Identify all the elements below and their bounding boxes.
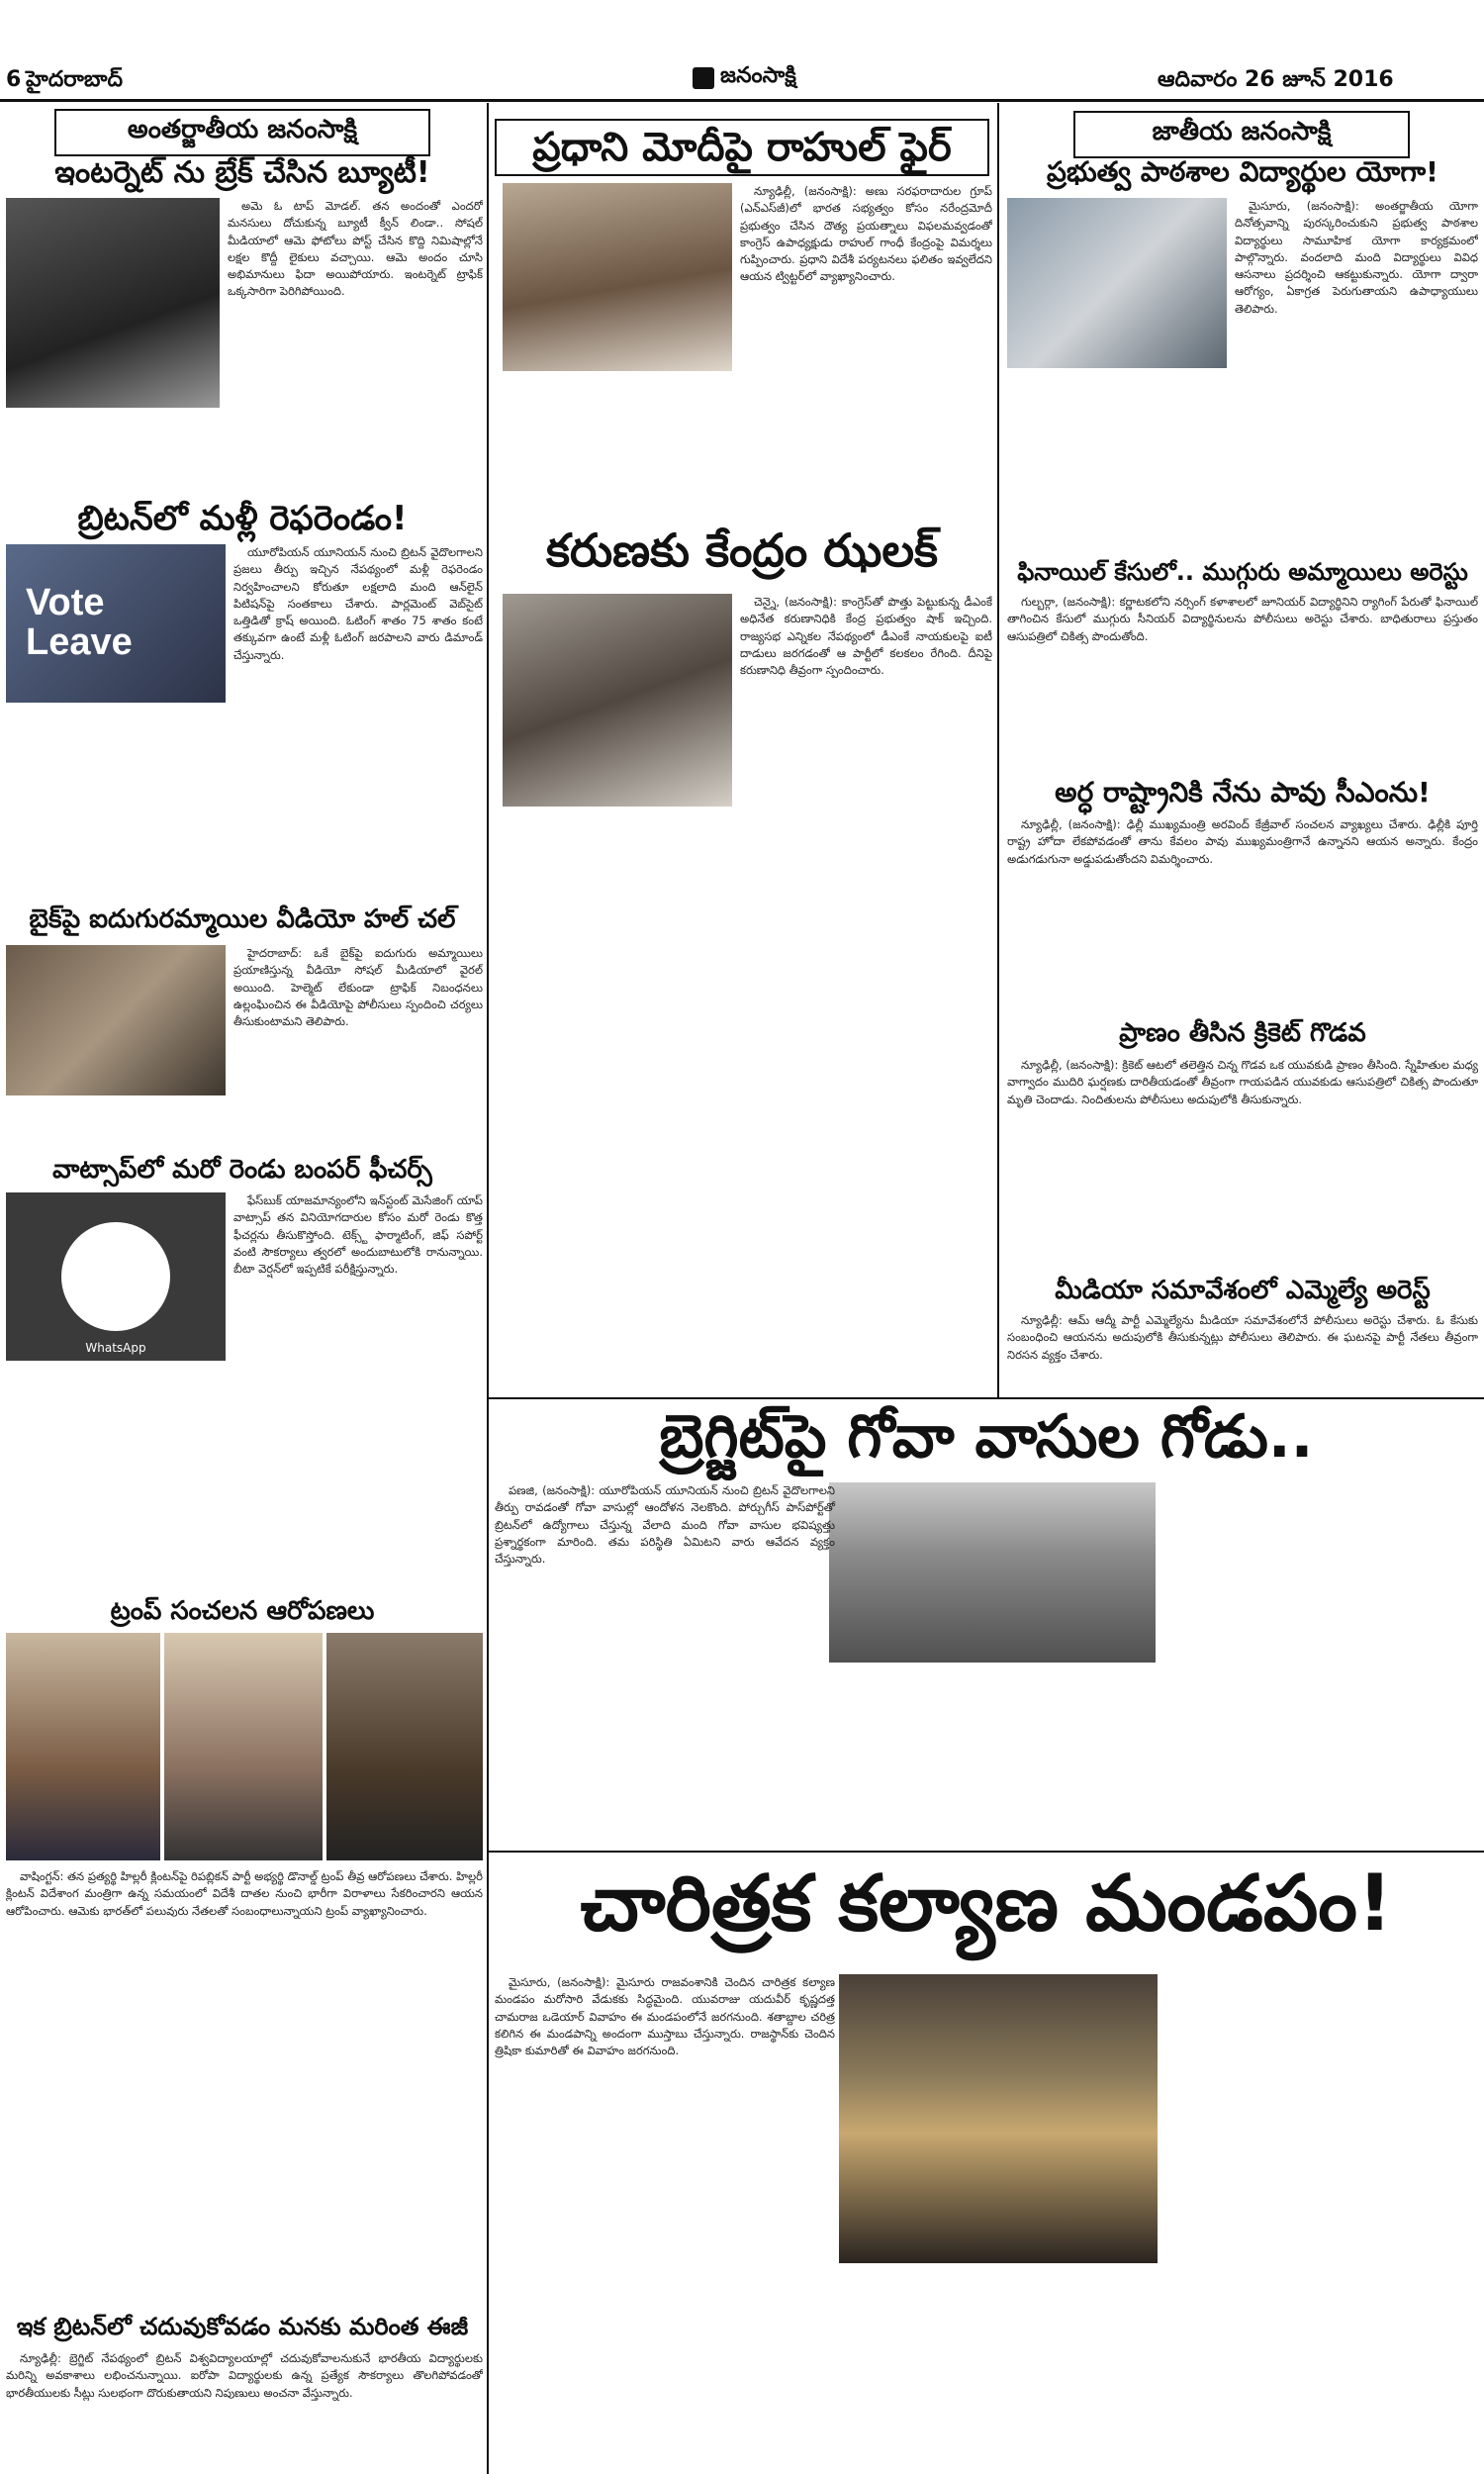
britain-text: యూరోపియన్ యూనియన్ నుంచి బ్రిటన్ వైదొలగాలని ప్రజలు తీర్పు ఇచ్చిన నేపథ్యంలో మళ్లీ రెఫరెండం నిర్వహించాలని కోరుతూ లక్షలాది మంది ఆన్‌లైన్ పిటిషన్‌పై సంతకాలు చేశారు. పార్లమెంట్ వెబ్‌సైట్ ఒత్తిడితో క్రాష్ అయింది. ఓటింగ్ శాతం 75 శాతం కంటే తక్కువగా ఉంటే మళ్లీ ఓటింగ్ జరపాలని వారు డిమాండ్ చేస్తున్నారు. — [233, 545, 483, 662]
vote-sign-text: Vote Leave — [26, 582, 133, 663]
modi-headline: ప్రధాని మోదీపై రాహుల్ ఫైర్ — [495, 119, 989, 176]
trump-headline: ట్రంప్ సంచలన ఆరోపణలు — [110, 1596, 375, 1626]
cricket-text: న్యూఢిల్లీ, (జనంసాక్షి): క్రికెట్ ఆటలో తలెత్తిన చిన్న గొడవ ఒక యువకుడి ప్రాణం తీసింది. స్నేహితుల మధ్య వాగ్వాదం ముదిరి ఘర్షణకు దారితీయడంతో తీవ్రంగా గాయపడిన యువకుడు ఆసుపత్రిలో చికిత్స పొందుతూ మృతి చెందాడు. నిందితులను పోలీసులు అదుపులోకి తీసుకున్నారు. — [1007, 1058, 1478, 1106]
paper-logo — [693, 61, 811, 95]
half-state-text: న్యూఢిల్లీ, (జనంసాక్షి): ఢిల్లీ ముఖ్యమంత్రి అరవింద్ కేజ్రీవాల్ సంచలన వ్యాఖ్యలు చేశారు. ఢిల్లీకి పూర్తి రాష్ట్ర హోదా లేకపోవడంతో తాను కేవలం పావు ముఖ్యమంత్రిగానే ఉన్నానని ఆయన అన్నారు. కేంద్రం అడుగడుగునా అడ్డుపడుతోందని విమర్శించారు. — [1007, 817, 1478, 866]
trump-photo — [6, 1633, 160, 1860]
bike-text: హైదరాబాద్: ఒకే బైక్‌పై ఐదుగురు అమ్మాయిలు ప్రయాణిస్తున్న వీడియో సోషల్ మీడియాలో వైరల్ అయింది. హెల్మెట్ లేకుండా ట్రాఫిక్ నిబంధనలు ఉల్లంఘించిన ఈ వీడియోపై పోలీసులు స్పందించి చర్యలు తీసుకుంటామని తెలిపారు. — [233, 946, 483, 1028]
yoga-headline: ప్రభుత్వ పాఠశాల విద్యార్థుల యోగా! — [1047, 155, 1438, 188]
yoga-text: మైసూరు, (జనంసాక్షి): అంతర్జాతీయ యోగా దినోత్సవాన్ని పురస్కరించుకుని ప్రభుత్వ పాఠశాల విద్యార్థులు సామూహిక యోగా కార్యక్రమంలో పాల్గొన్నారు. వందలాది మంది విద్యార్థులు వివిధ ఆసనాలు ప్రదర్శించి ఆకట్టుకున్నారు. యోగా ద్వారా ఆరోగ్యం, ఏకాగ్రత పెరుగుతాయని ఉపాధ్యాయులు తెలిపారు. — [1235, 199, 1478, 316]
col-divider-right — [997, 103, 999, 1399]
beauty-photo — [6, 198, 220, 408]
phenyl-text: గుల్బర్గా, (జనంసాక్షి): కర్ణాటకలోని నర్సింగ్ కళాశాలలో జూనియర్ విద్యార్థినిని ర్యాగింగ్ పేరుతో ఫినాయిల్ తాగించిన కేసులో ముగ్గురు సీనియర్ విద్యార్థినులను పోలీసులు అరెస్టు చేశారు. బాధితురాలు ప్రస్తుతం ఆసుపత్రిలో చికిత్స పొందుతోంది. — [1007, 595, 1478, 643]
beauty-text: అమె ఓ టాప్ మోడల్. తన అందంతో ఎందరో మనసులు దోచుకున్న బ్యూటీ క్వీన్ లిండా.. సోషల్ మీడియాలో ఆమె ఫోటోలు పోస్ట్ చేసిన కొద్ది నిమిషాల్లోనే లక్షల కొద్దీ లైకులు వచ్చాయి. ఆమె అందం చూసి అభిమానులు ఫిదా అయిపోయారు. ఇంటర్నెట్ ట్రాఫిక్ ఒక్కసారిగా పెరిగిపోయింది. — [228, 199, 483, 299]
yoga-photo — [1007, 198, 1227, 368]
cricket-headline: ప్రాణం తీసిన క్రికెట్ గొడవ — [1119, 1018, 1366, 1048]
karunanidhi-headline: కరుణకు కేంద్రం ఝలక్ — [545, 523, 939, 577]
mandapam-headline: చారిత్రక కల్యాణ మండపం! — [580, 1859, 1393, 1949]
city-label: హైదరాబాద్ — [26, 67, 123, 92]
britain-headline: బ్రిటన్‌లో మళ్లీ రెఫరెండం! — [77, 499, 408, 538]
international-banner: అంతర్జాతీయ జనంసాక్షి — [54, 109, 430, 156]
rahul-photo — [503, 183, 732, 371]
hillary-photo — [164, 1633, 323, 1860]
brexit-goa-headline: బ్రెగ్జిట్‌పై గోవా వాసుల గోడు.. — [659, 1402, 1314, 1472]
trump-text: వాషింగ్టన్: తన ప్రత్యర్థి హిల్లరీ క్లింటన్‌పై రిపబ్లికన్ పార్టీ అభ్యర్థి డొనాల్డ్ ట్రంప్ తీవ్ర ఆరోపణలు చేశారు. హిల్లరీ క్లింటన్ విదేశాంగ మంత్రిగా ఉన్న సమయంలో విదేశీ దాతల నుంచి భారీగా విరాళాలు సేకరించారని ఆయన ఆరోపించారు. ఆమెకు భారత్‌లో పలువురు నేతలతో సంబంధాలున్నాయని ట్రంప్ వ్యాఖ్యానించారు. — [6, 1869, 483, 1918]
national-banner: జాతీయ జనంసాక్షి — [1073, 111, 1410, 158]
third-person-photo — [326, 1633, 483, 1860]
masthead-rule — [0, 99, 1484, 102]
half-state-headline: అర్ధ రాష్ట్రానికి నేను పావు సీఎంను! — [1055, 776, 1431, 809]
paper-name: జనంసాక్షి — [720, 63, 796, 88]
mandapam-text: మైసూరు, (జనంసాక్షి): మైసూరు రాజవంశానికి చెందిన చారిత్రక కల్యాణ మండపం మరోసారి వేడుకకు సిద్ధమైంది. యువరాజు యదువీర్ కృష్ణదత్త చామరాజ ఒడెయార్ వివాహం ఈ మండపంలోనే జరగనుంది. శతాబ్దాల చరిత్ర కలిగిన ఈ మండపాన్ని అందంగా ముస్తాబు చేస్తున్నారు. రాజస్థాన్‌కు చెందిన త్రిషికా కుమారితో ఈ వివాహం జరగనుంది. — [495, 1975, 835, 2057]
whatsapp-logo-text: WhatsApp — [85, 1341, 146, 1355]
mandapam-rule — [489, 1851, 1484, 1853]
bike-photo — [6, 945, 226, 1095]
modi-text: న్యూఢిల్లీ, (జనంసాక్షి): అణు సరఫరాదారుల గ్రూప్ (ఎన్ఎస్‌జీ)లో భారత సభ్యత్వం కోసం నరేంద్రమోదీ ప్రభుత్వం చేసిన దౌత్య ప్రయత్నాలు విఫలమవ్వడంతో కాంగ్రెస్ ఉపాధ్యక్షుడు రాహుల్ గాంధీ కేంద్రంపై విమర్శలు గుప్పించారు. ప్రధాని విదేశీ పర్యటనలు ఫలితం ఇవ్వలేదని ఆయన ట్విట్టర్‌లో వ్యాఖ్యానించారు. — [740, 184, 992, 284]
lower-rule — [489, 1397, 1484, 1399]
phenyl-headline: ఫినాయిల్ కేసులో.. ముగ్గురు అమ్మాయిలు అరెస్టు — [1017, 558, 1468, 586]
logo-icon — [693, 67, 714, 89]
page-number: 6 — [6, 67, 22, 92]
bike-headline: బైక్‌పై ఐదుగురమ్మాయిల వీడియో హల్ చల్ — [29, 904, 456, 934]
study-headline: ఇక బ్రిటన్‌లో చదువుకోవడం మనకు మరింత ఈజీ — [16, 2313, 469, 2340]
whatsapp-photo — [6, 1192, 226, 1361]
beauty-headline: ఇంటర్నెట్ ను బ్రేక్ చేసిన బ్యూటీ! — [54, 155, 430, 190]
col-divider-left — [487, 103, 489, 1399]
karunanidhi-text: చెన్నై, (జనంసాక్షి): కాంగ్రెస్‌తో పొత్తు పెట్టుకున్న డీఎంకే అధినేత కరుణానిధికి కేంద్ర ప్రభుత్వం షాక్ ఇచ్చింది. రాజ్యసభ ఎన్నికల నేపథ్యంలో డీఎంకే నాయకులపై ఐటీ దాడులు జరగడంతో ఆ పార్టీలో కలకలం రేగింది. దీనిపై కరుణానిధి తీవ్రంగా స్పందించారు. — [740, 595, 992, 677]
whatsapp-headline: వాట్సాప్‌లో మరో రెండు బంపర్ ఫీచర్స్ — [52, 1155, 432, 1185]
mla-text: న్యూఢిల్లీ: ఆమ్ ఆద్మీ పార్టీ ఎమ్మెల్యేను మీడియా సమావేశంలోనే పోలీసులు అరెస్టు చేశారు. ఓ కేసుకు సంబంధించి ఆయనను అదుపులోకి తీసుకున్నట్లు పోలీసులు తెలిపారు. ఈ ఘటనపై పార్టీ నేతలు తీవ్రంగా నిరసన వ్యక్తం చేశారు. — [1007, 1313, 1478, 1362]
whatsapp-icon — [61, 1222, 170, 1331]
brexit-goa-text: పణజి, (జనంసాక్షి): యూరోపియన్ యూనియన్ నుంచి బ్రిటన్ వైదొలగాలని తీర్పు రావడంతో గోవా వాసుల్లో ఆందోళన నెలకొంది. పోర్చుగీస్ పాస్‌పోర్ట్‌తో బ్రిటన్‌లో ఉద్యోగాలు చేస్తున్న వేలాది మంది గోవా వాసుల భవిష్యత్తు ప్రశ్నార్థకంగా మారింది. తమ పరిస్థితి ఏమిటని వారు ఆవేదన వ్యక్తం చేస్తున్నారు. — [495, 1483, 835, 1566]
issue-date: ఆదివారం 26 జూన్ 2016 — [1158, 67, 1394, 92]
whatsapp-text: ఫేస్‌బుక్ యాజమాన్యంలోని ఇన్‌స్టంట్ మెసేజింగ్ యాప్ వాట్సాప్ తన వినియోగదారుల కోసం మరో రెండు కొత్త ఫీచర్లను తీసుకొస్తోంది. టెక్స్ట్ ఫార్మాటింగ్, జిఫ్ సపోర్ట్ వంటి సౌకర్యాలు త్వరలో అందుబాటులోకి రానున్నాయి. బీటా వెర్షన్‌లో ఇప్పటికే పరీక్షిస్తున్నారు. — [233, 1193, 483, 1276]
study-text: న్యూఢిల్లీ: బ్రెగ్జిట్ నేపథ్యంలో బ్రిటన్ విశ్వవిద్యాలయాల్లో చదువుకోవాలనుకునే భారతీయ విద్యార్థులకు మరిన్ని అవకాశాలు లభించనున్నాయి. ఐరోపా విద్యార్థులకు ఉన్న ప్రత్యేక సౌకర్యాలు తొలగిపోవడంతో భారతీయులకు సీట్లు సులభంగా దొరుకుతాయని నిపుణులు అంచనా వేస్తున్నారు. — [6, 2351, 483, 2400]
vote-leave-photo — [6, 544, 226, 703]
mla-headline: మీడియా సమావేశంలో ఎమ్మెల్యే అరెస్ట్ — [1055, 1276, 1431, 1305]
